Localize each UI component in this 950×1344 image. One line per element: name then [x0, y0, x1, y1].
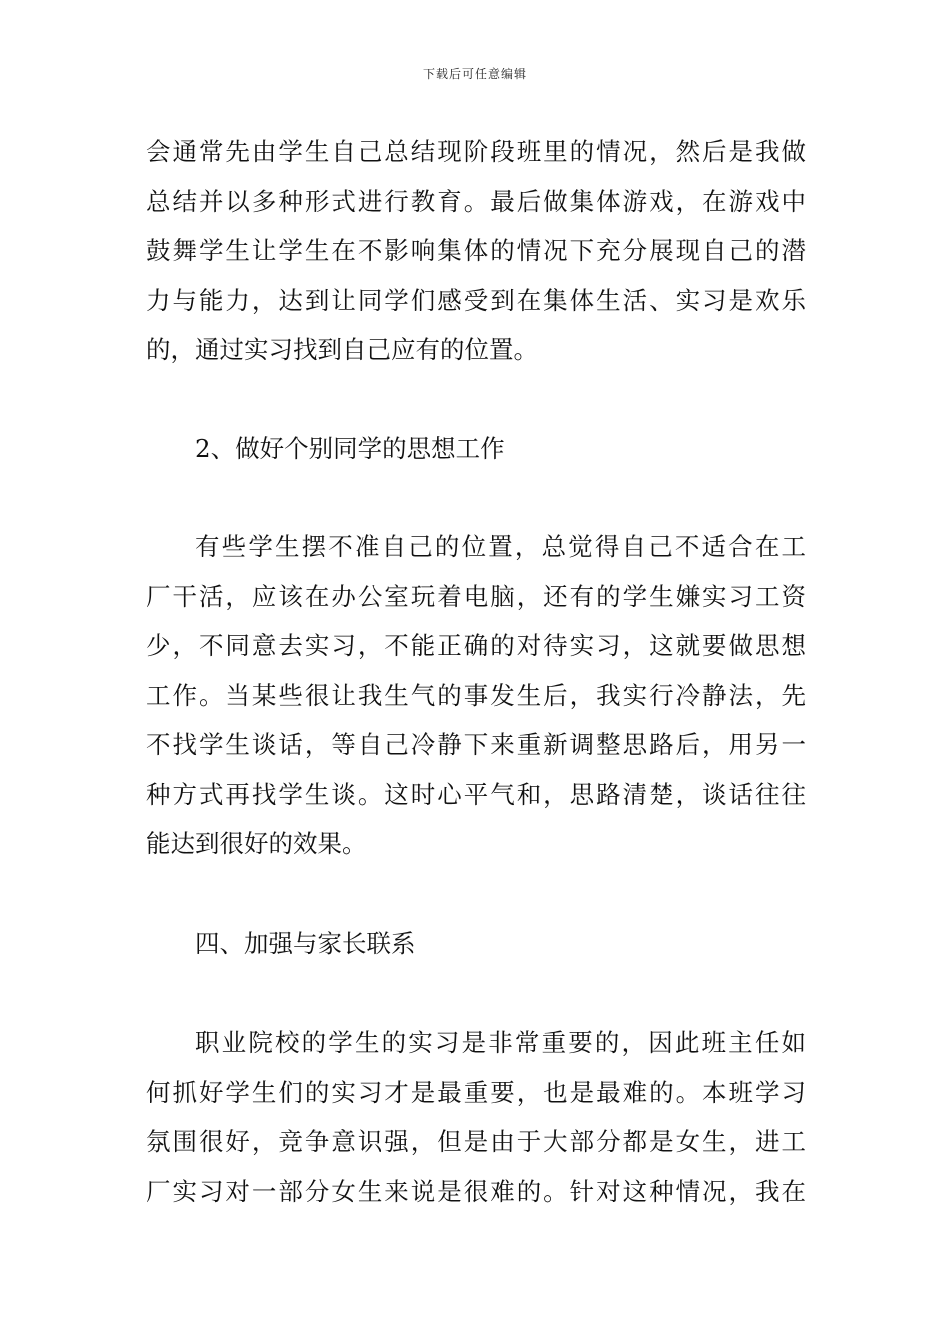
- paragraph-parent-contact: [146, 1018, 806, 1216]
- paragraph-line: 不找学生谈话，等自己冷静下来重新调整思路后，用另一: [146, 730, 806, 759]
- paragraph-line: 厂干活，应该在办公室玩着电脑，还有的学生嫌实习工资: [146, 581, 806, 611]
- section-heading-individual-work: 2、做好个别同学的思想工作: [195, 434, 505, 463]
- paragraph-line: 何抓好学生们的实习才是最重要，也是最难的。本班学习: [146, 1077, 806, 1107]
- paragraph-individual-work: [146, 522, 806, 869]
- header-note: 下载后可任意编辑: [422, 67, 527, 81]
- paragraph-line: 厂实习对一部分女生来说是很难的。针对这种情况，我在: [146, 1176, 806, 1206]
- paragraph-line: 会通常先由学生自己总结现阶段班里的情况，然后是我做: [146, 137, 806, 166]
- paragraph-line: 总结并以多种形式进行教育。最后做集体游戏，在游戏中: [146, 186, 806, 216]
- section-heading-parent-contact: 四、加强与家长联系: [195, 929, 416, 958]
- paragraph-line: 的，通过实习找到自己应有的位置。: [146, 335, 538, 364]
- paragraph-line: 种方式再找学生谈。这时心平气和，思路清楚，谈话往往: [146, 779, 806, 809]
- paragraph-line: 工作。当某些很让我生气的事发生后，我实行冷静法，先: [146, 680, 806, 710]
- paragraph-line: 有些学生摆不准自己的位置，总觉得自己不适合在工: [195, 532, 806, 561]
- paragraph-line: 鼓舞学生让学生在不影响集体的情况下充分展现自己的潜: [146, 236, 806, 265]
- paragraph-line: 少，不同意去实习，不能正确的对待实习，这就要做思想: [146, 631, 806, 660]
- paragraph-line: 力与能力，达到让同学们感受到在集体生活、实习是欢乐: [146, 285, 806, 315]
- paragraph-line: 职业院校的学生的实习是非常重要的，因此班主任如: [195, 1028, 806, 1057]
- paragraph-continuation: [146, 127, 806, 375]
- paragraph-line: 氛围很好，竞争意识强，但是由于大部分都是女生，进工: [146, 1127, 806, 1156]
- paragraph-line: 能达到很好的效果。: [146, 829, 367, 858]
